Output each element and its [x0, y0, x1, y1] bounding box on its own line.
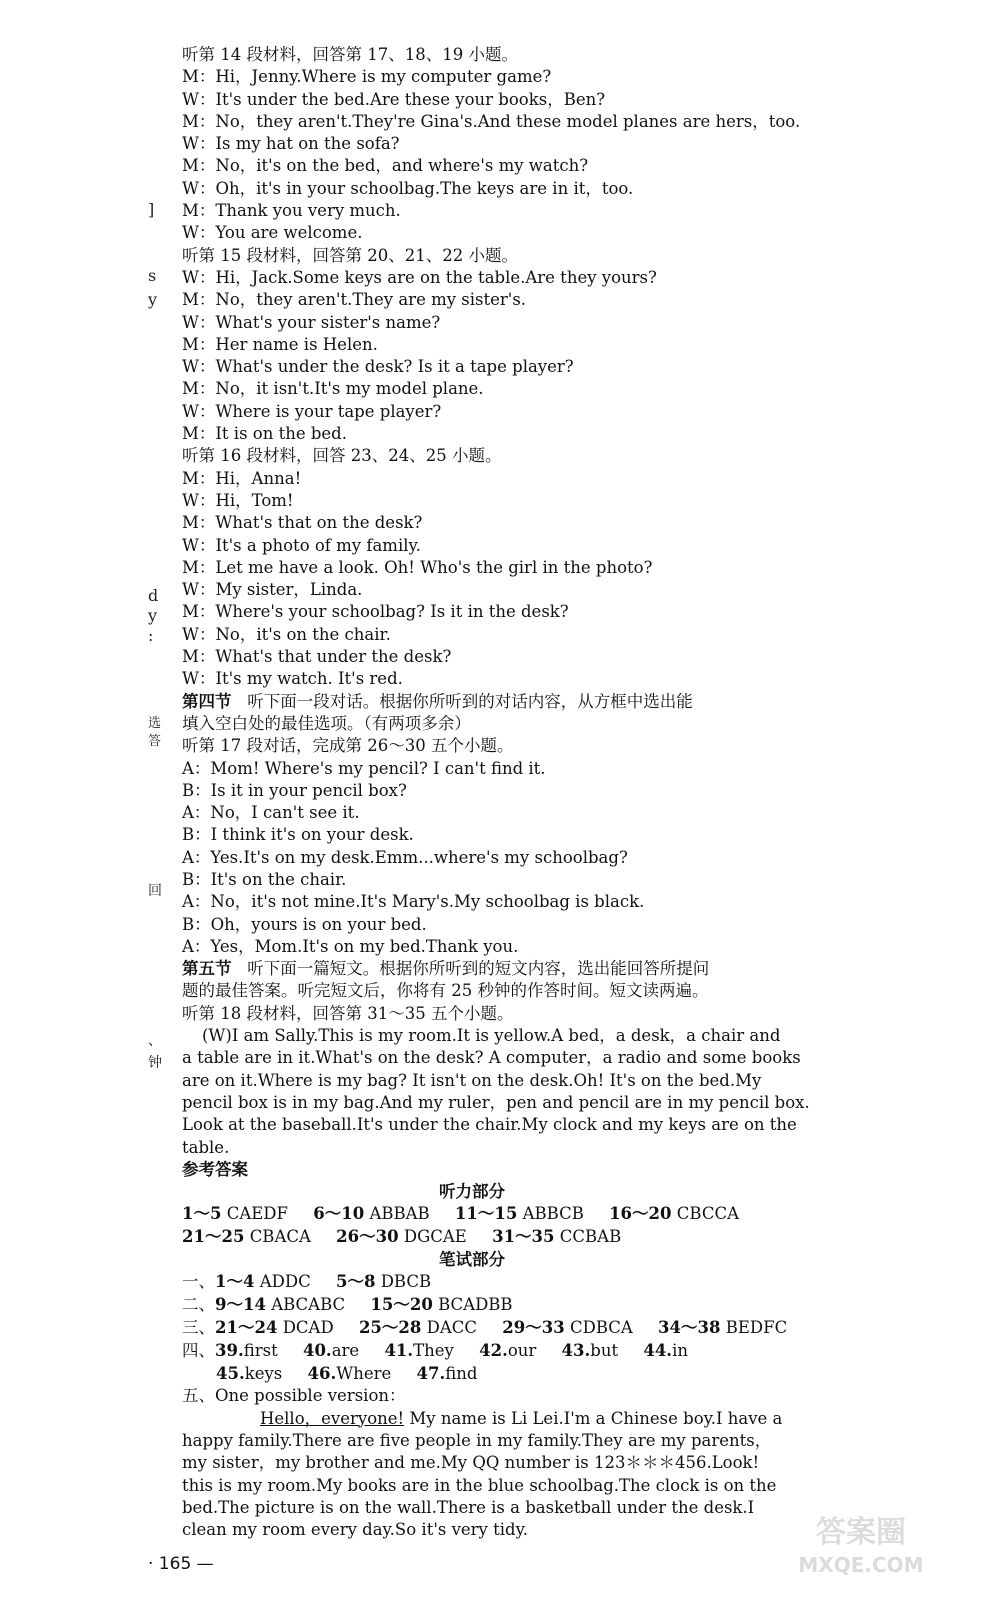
answer-prefix: 四、	[182, 1340, 215, 1360]
answer-prefix: 一、	[182, 1272, 215, 1292]
answer-value: DGCAE	[403, 1227, 467, 1247]
answer-group	[643, 1341, 688, 1360]
text-line: W：It's a photo of my family.	[182, 535, 421, 555]
answer-prefix: 三、	[182, 1317, 215, 1337]
answer-value: keys	[244, 1363, 283, 1383]
answer-value: ABCABC	[271, 1295, 346, 1315]
text-line: 听第 15 段材料，回答第 20、21、22 小题。	[182, 245, 518, 265]
watermark-text: 答案圈	[816, 1515, 906, 1550]
margin-fragment: ]	[148, 200, 155, 219]
answer-value: find	[445, 1363, 478, 1383]
answer-value: DBCB	[380, 1272, 432, 1292]
answer-range: 29～33	[502, 1317, 565, 1337]
answer-value: They	[413, 1340, 454, 1360]
answer-number: 47.	[416, 1363, 446, 1383]
answer-value: ABBCB	[522, 1204, 584, 1224]
text-line: M：It is on the bed.	[182, 424, 347, 444]
writing-answers-row-3	[182, 1317, 822, 1340]
answer-group	[308, 1364, 392, 1383]
answer-value: ABBAB	[369, 1204, 430, 1224]
answer-number: 41.	[384, 1340, 414, 1360]
answer-value: DACC	[426, 1317, 478, 1337]
section-5-heading	[182, 958, 822, 980]
answer-number: 43.	[561, 1340, 591, 1360]
answer-group	[562, 1341, 619, 1360]
text-line: W：My sister，Linda.	[182, 580, 363, 600]
text-line: A：No，I can't see it.	[182, 803, 360, 823]
answer-group	[216, 1364, 282, 1383]
answer-group	[215, 1295, 345, 1314]
answer-number: 42.	[479, 1340, 508, 1360]
section-5-instruction: 听下面一篇短文。根据你所听到的短文内容，选出能回答所提问	[247, 959, 710, 979]
writing-answers-row-1	[182, 1271, 822, 1294]
text-line: W：Is my hat on the sofa?	[182, 134, 400, 154]
page-number: · 165 —	[148, 1554, 214, 1574]
text-line: M：Where's your schoolbag? Is it in the desk?	[182, 602, 569, 622]
listening-answers-row-2	[182, 1226, 822, 1249]
answer-number: 39.	[215, 1340, 244, 1360]
answer-group	[215, 1341, 278, 1360]
essay-line: happy family.There are five people in my family.They are my parents，	[182, 1430, 772, 1450]
answer-group	[359, 1318, 477, 1337]
listening-answers-row-1	[182, 1203, 822, 1226]
text-line: 听第 17 段对话，完成第 26～30 五个小题。	[182, 736, 514, 756]
section-4-instruction: 听下面一段对话。根据你所听到的对话内容，从方框中选出能	[247, 691, 693, 711]
margin-fragment: 、	[148, 1033, 162, 1049]
section-5-label: 第五节	[182, 959, 232, 979]
text-line: M：No，they aren't.They're Gina's.And these model planes are hers，too.	[182, 111, 801, 131]
answer-value: DCAD	[282, 1317, 334, 1337]
answer-group	[215, 1272, 311, 1291]
text-line: A：Yes.It's on my desk.Emm...where's my schoolbag?	[182, 847, 628, 867]
text-line: M：Hi，Anna!	[182, 468, 302, 488]
margin-fragment: :	[148, 626, 154, 645]
text-line: B：I think it's on your desk.	[182, 825, 414, 845]
fill-answers-row-1	[182, 1340, 822, 1363]
watermark-url: MXQE.COM	[798, 1553, 924, 1577]
text-line: M：No，it isn't.It's my model plane.	[182, 379, 484, 399]
essay-line: this is my room.My books are in the blue schoolbag.The clock is on the	[182, 1475, 777, 1495]
answer-group	[417, 1364, 478, 1383]
answer-number: 40.	[302, 1340, 332, 1360]
writing-title: 笔试部分	[439, 1250, 505, 1270]
answer-range: 34～38	[658, 1317, 721, 1337]
passage-line: are on it.Where is my bag? It isn't on the desk.Oh! It's on the bed.My	[182, 1070, 762, 1090]
text-line: B：Is it in your pencil box?	[182, 780, 407, 800]
answer-range: 21～25	[182, 1227, 245, 1247]
sample-essay	[182, 1408, 820, 1542]
essay-line: bed.The picture is on the wall.There is a basketball under the desk.I	[182, 1497, 755, 1517]
answer-range: 11～15	[454, 1204, 518, 1224]
margin-fragment: y	[148, 290, 158, 309]
text-line: M：What's that under the desk?	[182, 647, 452, 667]
answer-range: 16～20	[609, 1204, 672, 1224]
text-line: M：Let me have a look. Oh! Who's the girl in the photo?	[182, 557, 653, 577]
text-line: W：Oh，it's in your schoolbag.The keys are in it，too.	[182, 178, 634, 198]
answer-group	[336, 1272, 431, 1291]
answer-group	[182, 1227, 311, 1246]
answer-group	[215, 1318, 334, 1337]
answer-range: 15～20	[370, 1295, 433, 1315]
answer-range: 21～24	[215, 1317, 278, 1337]
margin-fragment: 回	[148, 883, 162, 899]
answers-title: 参考答案	[182, 1159, 248, 1179]
text-line: W：What's under the desk? Is it a tape player?	[182, 357, 574, 377]
answer-range: 26～30	[336, 1227, 399, 1247]
essay-text: My name is Li Lei.I'm a Chinese boy.I have a	[404, 1408, 783, 1428]
answer-value: ADDC	[259, 1272, 311, 1292]
answer-value: CAEDF	[226, 1204, 288, 1224]
writing-answers-row-2	[182, 1294, 822, 1317]
answer-range: 25～28	[358, 1317, 422, 1337]
text-line: W：Hi，Jack.Some keys are on the table.Are they yours?	[182, 267, 657, 287]
answer-range: 31～35	[492, 1227, 555, 1247]
section-5-instruction-cont: 题的最佳答案。听完短文后，你将有 25 秒钟的作答时间。短文读两遍。	[182, 981, 709, 1001]
answer-group	[609, 1204, 739, 1223]
text-line: W：It's my watch. It's red.	[182, 669, 403, 689]
text-line: M：Her name is Helen.	[182, 334, 378, 354]
answer-range: 9～14	[215, 1295, 266, 1315]
text-line: W：You are welcome.	[182, 223, 363, 243]
essay-line	[260, 1408, 820, 1430]
margin-fragment: y	[148, 606, 158, 625]
margin-fragment: 答	[148, 734, 162, 749]
answer-group	[492, 1227, 621, 1246]
listening-title: 听力部分	[439, 1182, 505, 1202]
answer-value: are	[331, 1340, 360, 1360]
answer-prefix: 二、	[182, 1295, 215, 1315]
text-line: A：Mom! Where's my pencil? I can't find it.	[182, 758, 546, 778]
answer-value: CBCCA	[676, 1204, 739, 1224]
text-line: B：Oh，yours is on your bed.	[182, 914, 427, 934]
answer-number: 45.	[216, 1363, 245, 1383]
passage-line: pencil box is in my bag.And my ruler，pen and pencil are in my pencil box.	[182, 1092, 810, 1112]
margin-fragment: 选	[148, 716, 162, 731]
answer-value: BEDFC	[725, 1317, 788, 1337]
answer-number: 44.	[643, 1340, 673, 1360]
answer-group	[479, 1341, 536, 1360]
text-line: M：No，they aren't.They are my sister's.	[182, 290, 527, 310]
text-line: M：No，it's on the bed，and where's my watch?	[182, 156, 589, 176]
text-line: A：Yes，Mom.It's on my bed.Thank you.	[182, 936, 519, 956]
text-line: B：It's on the chair.	[182, 869, 347, 889]
essay-label: 五、One possible version：	[182, 1386, 406, 1406]
answer-value: first	[243, 1340, 278, 1360]
passage-line: table.	[182, 1137, 230, 1157]
essay-greeting: Hello，everyone!	[260, 1408, 405, 1428]
answer-value: Where	[336, 1363, 392, 1383]
answer-range: 6～10	[313, 1204, 365, 1224]
text-line: W：Where is your tape player?	[182, 401, 442, 421]
section-4-instruction-cont: 填入空白处的最佳选项。（有两项多余）	[182, 713, 471, 733]
essay-line: my sister，my brother and me.My QQ number is 123＊＊＊456.Look!	[182, 1453, 760, 1473]
answer-value: BCADBB	[438, 1295, 513, 1315]
answer-group	[384, 1341, 453, 1360]
watermark-logo	[761, 1502, 961, 1582]
answer-group	[502, 1318, 633, 1337]
answer-group	[658, 1318, 787, 1337]
answer-value: CDBCA	[569, 1317, 633, 1337]
answer-value: CCBAB	[559, 1227, 622, 1247]
text-line: M：Hi，Jenny.Where is my computer game?	[182, 67, 552, 87]
answer-range: 1～4	[215, 1272, 255, 1292]
passage-line: (W)I am Sally.This is my room.It is yellow.A bed，a desk，a chair and	[202, 1026, 781, 1046]
margin-fragment: d	[148, 586, 159, 605]
text-line: W：No，it's on the chair.	[182, 624, 391, 644]
text-line: 听第 18 段材料，回答第 31～35 五个小题。	[182, 1003, 514, 1023]
answer-value: but	[590, 1340, 619, 1360]
text-line: 听第 14 段材料，回答第 17、18、19 小题。	[182, 45, 518, 64]
answer-value: our	[507, 1340, 537, 1360]
answer-group	[455, 1204, 584, 1223]
text-line: W：It's under the bed.Are these your books，Ben?	[182, 89, 606, 109]
answer-group	[313, 1204, 429, 1223]
answer-range: 5～8	[335, 1272, 376, 1292]
section-4-heading	[182, 691, 822, 713]
answer-range: 1～5	[182, 1204, 222, 1224]
answer-group	[182, 1204, 288, 1223]
margin-fragment: 钟	[148, 1055, 162, 1071]
text-line: 听第 16 段材料，回答 23、24、25 小题。	[182, 446, 502, 466]
text-line: W：What's your sister's name?	[182, 312, 441, 332]
passage-line: a table are in it.What's on the desk? A computer，a radio and some books	[182, 1048, 801, 1068]
answer-group	[336, 1227, 467, 1246]
answer-group	[370, 1295, 512, 1314]
section-4-label: 第四节	[182, 691, 232, 711]
margin-fragment: s	[148, 266, 157, 285]
main-content	[182, 44, 822, 1541]
fill-answers-row-2	[182, 1363, 822, 1386]
text-line: M：What's that on the desk?	[182, 513, 423, 533]
answer-value: CBACA	[249, 1227, 311, 1247]
answer-number: 46.	[307, 1363, 337, 1383]
answer-group	[303, 1341, 359, 1360]
text-line: W：Hi，Tom!	[182, 490, 294, 510]
answer-value: in	[672, 1340, 688, 1360]
essay-line: clean my room every day.So it's very tidy.	[182, 1520, 528, 1540]
passage-line: Look at the baseball.It's under the chair.My clock and my keys are on the	[182, 1115, 797, 1135]
text-line: M：Thank you very much.	[182, 201, 401, 221]
text-line: A：No，it's not mine.It's Mary's.My schoolbag is black.	[182, 892, 645, 912]
